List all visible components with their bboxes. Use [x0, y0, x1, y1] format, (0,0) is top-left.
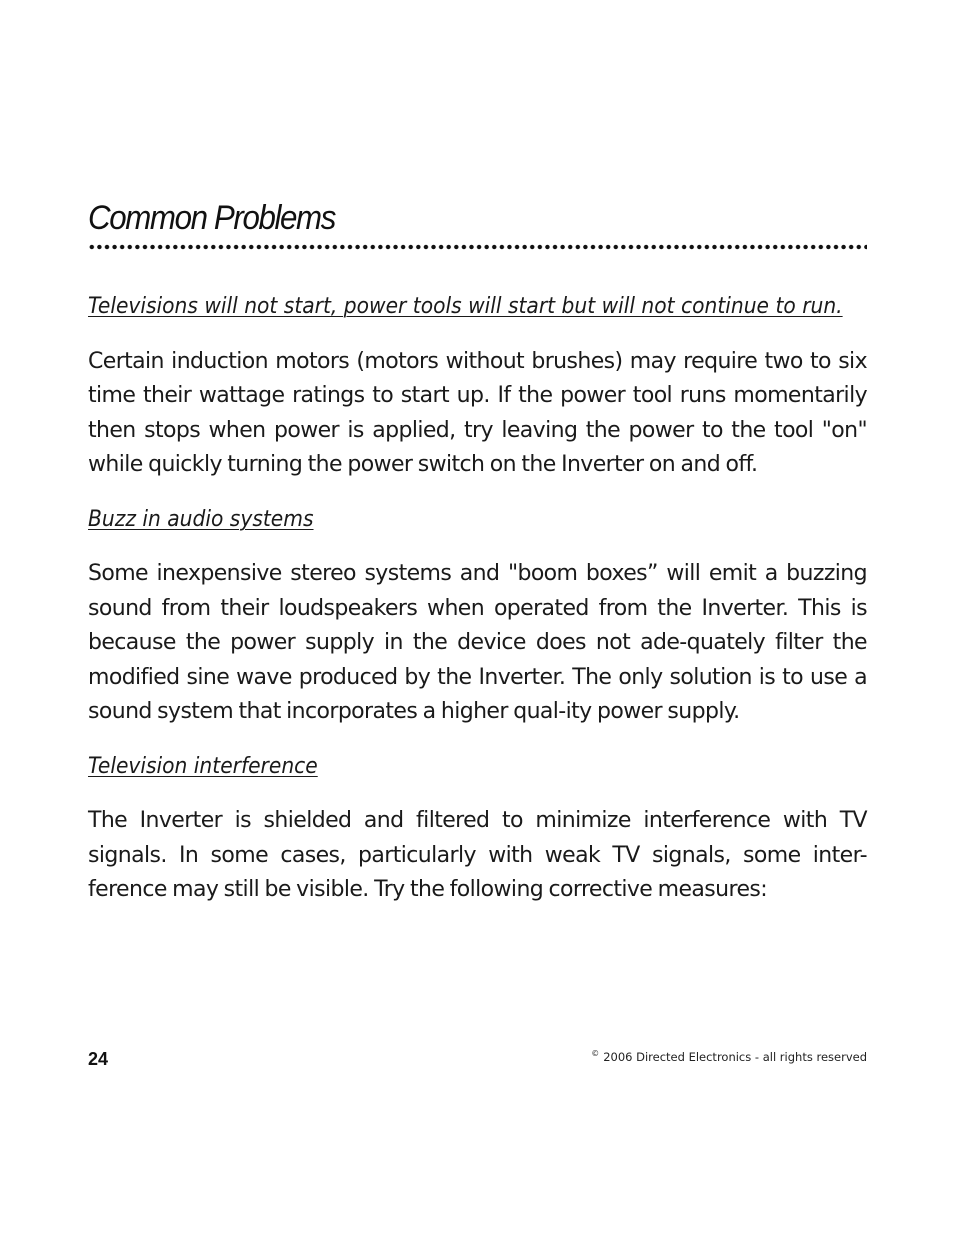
- page-title: Common Problems: [88, 199, 336, 237]
- section-heading-audio-buzz: Buzz in audio systems: [88, 506, 314, 532]
- section-heading-power-tools: Televisions will not start, power tools will start but will not continue to run.: [88, 294, 843, 319]
- section-heading-tv-interference: Television interference: [88, 753, 318, 779]
- copyright-notice: [591, 1049, 867, 1064]
- section-body-power-tools: Certain induction motors (motors without brushes) may require two to six time their wattage ratings to start up. If the power tool runs momentarily then stops when power is applied, try leaving the power to the tool "on" while quickly turning the power switch on the Inverter on and off.: [88, 348, 867, 477]
- section-body-audio-buzz: Some inexpensive stereo systems and "boom boxes” will emit a buzzing sound from their loudspeakers when operated from the Inverter. This is because the power supply in the device does not ade-quately filter the modified sine wave produced by the Inverter. The only solution is to use a sound system that incorporates a higher qual-ity power supply.: [88, 561, 867, 724]
- section-body-tv-interference: The Inverter is shielded and filtered to minimize interference with TV signals. In some cases, particularly with weak TV signals, some inter-ference may still be visible. Try the following corrective measures:: [88, 808, 867, 902]
- page-number: 24: [88, 1049, 109, 1069]
- copyright-text: 2006 Directed Electronics - all rights reserved: [603, 1049, 867, 1064]
- page-content: [88, 196, 867, 908]
- dotted-title-rule: [88, 244, 867, 250]
- copyright-symbol: ©: [591, 1049, 600, 1058]
